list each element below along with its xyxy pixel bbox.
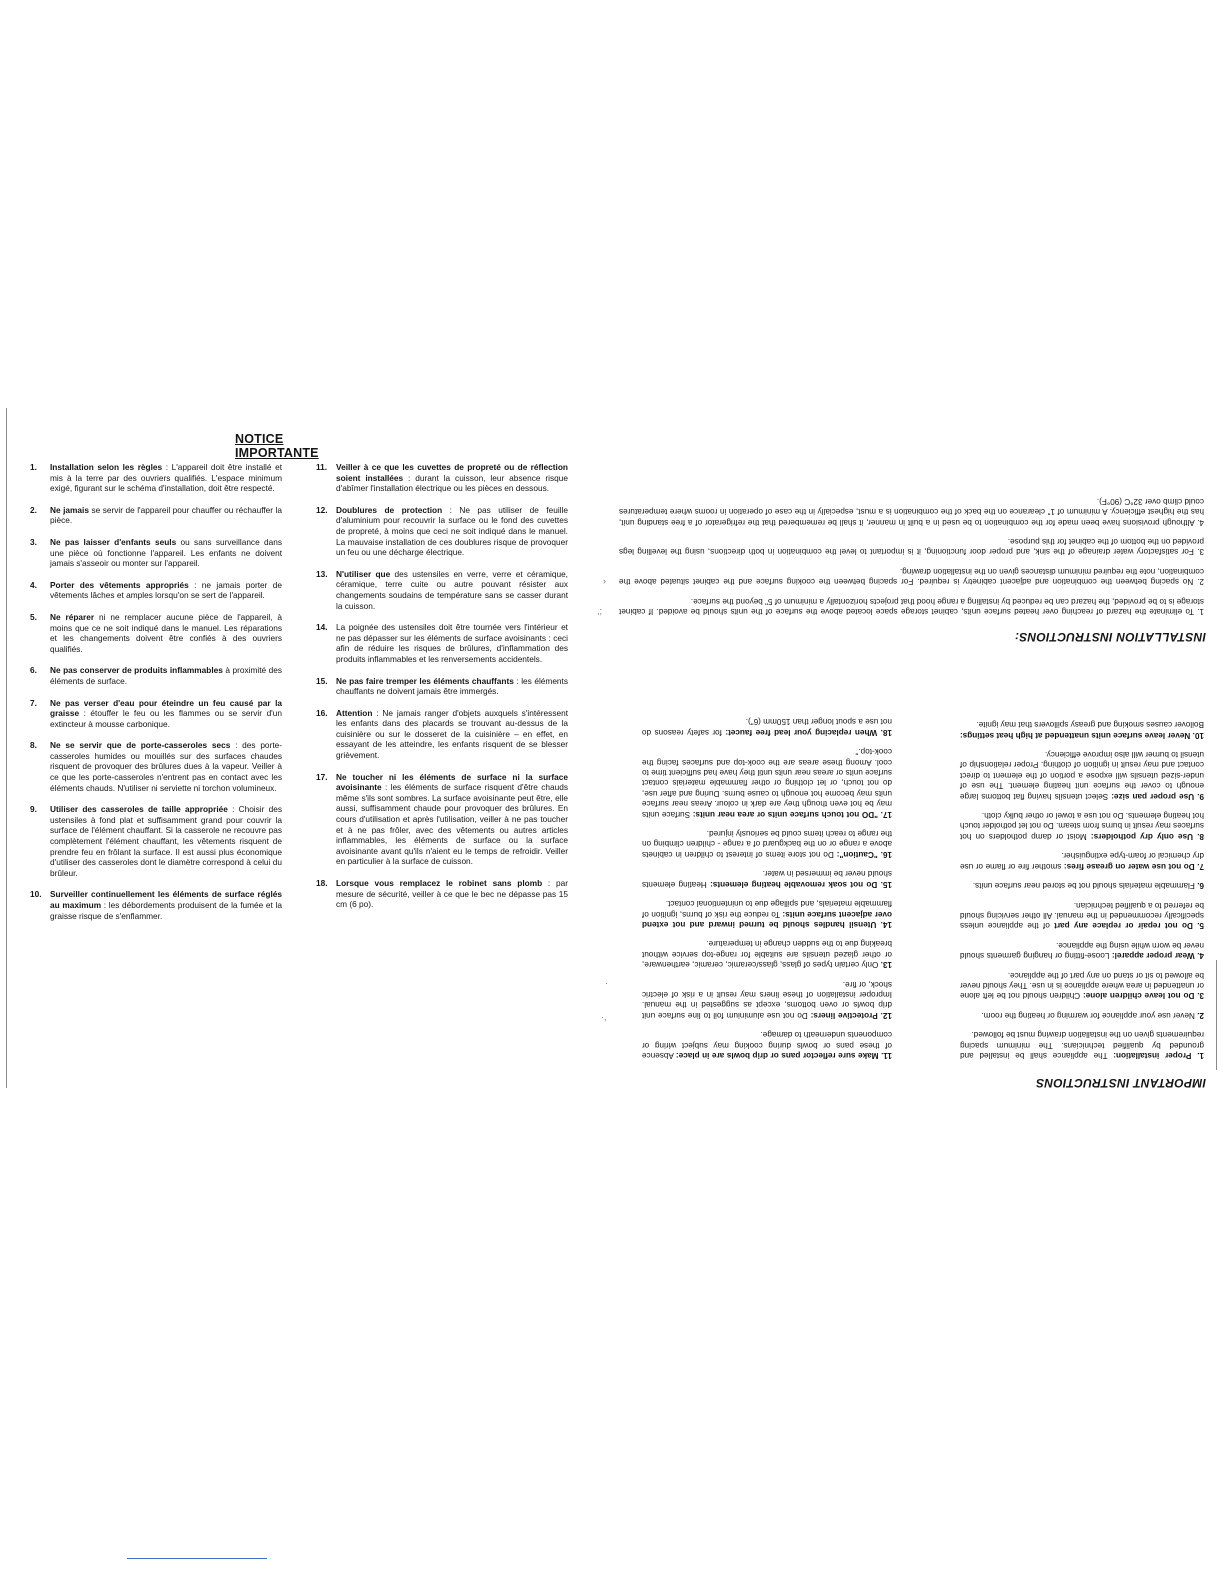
item-text: Children should not be left alone or unattended in area where appliance is in use. They should never be allowed to sit or stand on any part of the appliance. [960,970,1204,1001]
item-text: of the appliance unless specifically recommended in the manual. All other servicing should be referred to a qualified technician. [960,900,1204,931]
item-text: : Ne jamais ranger d'objets auxquels s'intéressent les enfants dans des placards se trouvant au-dessus de la cuisinière ou sur le dosseret de la cuisinière – en effet, en essayant de les atteindre, les enfants risquent de se blesser grièvement. [336,707,568,761]
item-lead: 11. Make sure reflector pans or drip bowls are in place: [675,1051,892,1060]
english-item [642,938,892,969]
item-text: Do not store items of interest to children in cabinets above a range or on the backguard of a range - children climbing on the range to reach items could be seriously injured. [641,829,892,859]
item-lead: 14. Utensil handles should be turned inward and not extend over adjacent surface units: [642,909,892,929]
bottom-rule [127,1558,267,1559]
important-instructions-title: IMPORTANT INSTRUCTIONS [1035,1076,1206,1090]
item-number: 12. [316,504,328,515]
item-text: Boilover causes smoking and greasy spillovers that may ignite. [976,720,1204,730]
item-number: 1. [30,462,37,472]
english-item [642,746,892,819]
item-lead: Attention [336,707,373,718]
right-edge-line [1216,960,1217,1070]
item-lead: 9. Use proper pan size: [1111,791,1204,801]
item-text: à proximité des éléments de surface. [50,665,282,686]
item-lead: Ne pas verser d'eau pour éteindre un feu causé par la graisse [50,697,282,719]
item-lead: Lorsque vous remplacez le robinet sans plomb [336,878,543,888]
item-lead: 3. Do not leave children alone: [1082,991,1204,1001]
item-number: 14. [316,622,328,633]
english-item [960,880,1204,890]
item-number: 3. [30,536,37,547]
item-lead: Ne pas faire tremper les éléments chauffants [336,675,514,686]
item-lead: Ne pas conserver de produits inflammables [50,665,223,676]
item-number: 16. [316,707,328,718]
item-lead: Ne pas laisser d'enfants seuls [50,536,177,547]
english-item [642,828,892,859]
stray-mark: ·, [601,1012,607,1022]
french-item [316,622,568,664]
installation-column [619,486,1204,616]
installation-item: 2. No spacing between the combination and adjacent cabinetry is required. For spacing between the cooking surface and the cabinet situated above the combination, note the required minimum distances given on the installation drawing. [619,566,1204,587]
french-item [30,612,282,654]
english-item [642,1029,892,1060]
english-column-2 [642,707,892,1060]
item-text: Only certain types of glass, glass/ceramic, ceramic, earthenware, or other glazed utensils are suitable for range-top service without breaking due to the sudden change in temperature. [642,939,892,970]
french-item [316,569,568,611]
item-lead: Ne réparer [50,611,95,622]
item-text: des ustensiles en verre, verre et céramique, céramique, terre cuite ou autre pouvant résister aux changements soudains de température sans se casser durant la cuisson. [336,568,568,611]
item-number: 15. [316,675,328,686]
item-lead: Surveiller continuellement les éléments de surface réglés au maximum [50,889,282,910]
item-lead: 8. Use only dry potholders: [1090,831,1204,841]
item-number: 17. [316,771,328,782]
item-lead: 4. Wear proper apparel: [1111,951,1204,961]
item-lead: Utiliser des casseroles de taille appropriée [50,804,228,815]
french-item [30,804,282,878]
item-text: Flammable materials should not be stored near surface units. [972,881,1198,891]
english-item [642,868,892,889]
english-item [960,1009,1204,1019]
item-lead: Installation selon les règles [50,462,163,472]
item-lead: 18. When replacing your lead free faucet: [725,727,892,737]
french-notice-title: NOTICE IMPORTANTE [235,432,319,460]
french-item [316,878,568,910]
french-item [316,676,568,697]
item-lead: 2. [1197,1010,1204,1020]
item-lead: 12. Protective liners: [810,1010,892,1020]
item-text: : Ne pas utiliser de feuille d'aluminium pour recouvrir la surface ou le fond des cuvettes de propreté, à moins que ceci ne soit indiqué dans le manuel. La mauvaise installation de ces doublures risque de provoquer un feu ou une décharge électrique. [336,504,568,558]
item-lead: 15. Do not soak removable heating elements: [710,879,892,889]
english-item [642,716,892,737]
item-text: Do not use aluminium foil to line surface unit drip bowls or oven bottoms, except as suggested in the manual. Improper installation of these liners may result in a risk of electric shock, or fire. [642,979,892,1020]
item-text: Never use your appliance for warming or heating the room. [981,1010,1198,1020]
item-text: ni ne remplacer aucune pièce de l'appareil, à moins que ce ne soit indiqué dans le manuel. Les réparations et les changements doivent être confiés à des ouvriers qualifiés. [50,611,282,654]
item-number: 13. [316,568,328,579]
item-number: 5. [30,611,37,622]
english-item [960,719,1204,740]
item-text: Loose-fitting or hanging garments should never be worn while using the appliance. [959,940,1204,961]
item-text: : ne jamais porter de vêtements lâches et amples lorsqu'on se sert de l'appareil. [50,579,283,601]
item-lead: 1. Proper installation: [1113,1051,1204,1060]
french-item [30,580,282,601]
installation-item: 4. Although provisions have been made for the combination to be used in a built in manner, it shall be remembered that the refrigerator of a free standing unit, has the highest efficiency. A minimum of 1" clearance on the back of the combination is a must, especially in the case of operation in rooms where temperatures could climb over 32°C (90°F). [619,496,1204,527]
stray-mark: › [603,576,606,586]
item-number: 4. [30,579,37,590]
english-item [642,978,892,1020]
item-text: : L'appareil doit être installé et mis à la terre par des ouvriers qualifiés. L'espace minimum exigé, figurant sur le schéma d'installation, doit être respecté. [50,462,283,494]
english-item [960,749,1204,801]
french-column-1 [30,462,282,932]
item-number: 10. [30,889,42,900]
english-column-1 [960,710,1204,1060]
item-text: To reduce the risk of burns, ignition of flammable materials, and spillage due to unintentional contact. [641,899,892,919]
french-item [30,740,282,793]
item-lead: Porter des vêtements appropriés [50,579,189,590]
item-text: ou sans surveillance dans une pièce où fonctionne l'appareil. Les enfants ne doivent jamais s'asseoir ou monter sur l'appareil. [50,536,282,569]
stray-mark: ,; [597,606,603,616]
installation-instructions-title: INSTALLATION INSTRUCTIONS: [1014,630,1206,644]
item-text: The appliance shall be installed and grounded by qualified technicians. The minimum spacing requirements given on the installation drawing must be followed. [960,1030,1204,1060]
item-number: 8. [30,740,37,751]
item-text: : des porte-casseroles humides ou mouillés sur des surfaces chaudes risquent de provoquer des brûlures dues à la vapeur. Veiller à ce que les porte-casseroles n'entrent pas en contact avec les éléments chauds. N'utiliser ni serviette ni torchon volumineux. [50,740,282,793]
english-item [960,969,1204,1000]
item-text: : les éléments chauffants ne doivent jamais être immergés. [336,675,568,697]
item-text: smother fire or flame or use dry chemical or foam-type extinguisher. [960,851,1204,871]
left-edge-line [6,408,7,1088]
item-text: : par mesure de sécurité, veiller à ce que le bec ne dépasse pas 15 cm (6 po). [336,878,568,910]
item-number: 18. [316,878,328,888]
english-item [960,850,1204,871]
item-lead: N'utiliser que [336,568,391,579]
item-text: se servir de l'appareil pour chauffer ou réchauffer la pièce. [50,504,282,526]
french-item [316,505,568,558]
french-item [316,708,568,761]
english-instructions-upside-down [614,432,1210,1092]
item-lead: Ne toucher ni les éléments de surface ni la surface avoisinante [336,771,568,793]
item-text: : les éléments de surface risquent d'être chauds même s'ils sont sombres. La surface avoisinante peut être, elle aussi, suffisamment chaude pour provoquer des brûlures. En cours d'utilisation et après l'utilisation, veiller à ne pas toucher et à ne pas frôler, avec des vêtements ou autres articles inflammables, les éléments de surface ou la surface avoisinante avant qu'ils n'aient eu le temps de refroidir. Veiller en particulier à la surface de cuisson. [336,782,568,867]
item-number: 2. [30,504,37,515]
french-item [30,889,282,921]
french-item [30,537,282,569]
english-item [960,1029,1204,1060]
item-lead: 10. Never leave surface units unattended at high heat settings: [960,730,1204,740]
item-lead: 13. [880,960,892,970]
item-text: Moist or damp potholders on hot surfaces may result in burns from steam. Do not let potholder touch hot heating elements. Do not use a towel or other bulky cloth. [960,811,1204,841]
french-item [30,505,282,526]
item-text: : Choisir des ustensiles à fond plat et suffisamment grand pour couvrir la surface de l'élément chauffant. Si la casserole ne recouvre pas complètement l'élément chauffant, les vêtements risquent de prendre feu en frôlant la surface. Il est aussi plus économique d'utiliser des casseroles dont le diamètre correspond à celui du brûleur. [50,804,282,878]
english-item [960,810,1204,841]
french-item [30,665,282,686]
item-text: Absence of these pans or bowls during cooking may subject wiring or components underneath to damage. [641,1030,892,1060]
item-lead: Ne jamais [50,504,89,515]
item-text: La poignée des ustensiles doit être tournée vers l'intérieur et ne pas dépasser sur les éléments de surface avoisinants : ceci afin de réduire les risques de brûlures, d'inflammation des produits inflammables et les renversements accidentels. [336,622,568,664]
item-number: 6. [30,665,37,676]
item-lead: Doublures de protection [336,504,443,515]
item-lead: 6. [1197,881,1204,891]
item-number: 9. [30,804,37,815]
item-lead: Ne se servir que de porte-casseroles secs [50,740,231,751]
item-text: Select utensils having flat bottoms large enough to cover the surface unit heating element. The use of under-sized utensils will expose a portion of the element to direct contact and may result in ignition of clothing. Proper relationship of utensil to burner will also improve efficiency. [960,750,1204,801]
item-lead: 5. Do not repair or replace any part [1054,921,1204,931]
item-lead: 17. "DO not touch surface units or area near units: [692,809,892,819]
french-item [316,462,568,494]
french-item [316,772,568,867]
french-item [30,698,282,730]
item-text: : étouffer le feu ou les flammes ou se servir d'un extincteur à mousse carbonique. [50,708,282,729]
item-lead: 7. Do not use water on grease fires: [1063,861,1204,871]
english-item [960,899,1204,930]
installation-item: 3. For satisfactory water drainage of the sink, and proper door functioning, it is important to level the combination in both directions, using the levelling legs provided on the bottom of the cabinet for this purpose. [619,536,1204,557]
item-number: 11. [316,462,328,472]
item-number: 7. [30,697,37,708]
item-text: for safety reasons do not use a spout longer than 150mm (6"). [642,717,892,737]
english-item [642,898,892,929]
installation-item: 1. To eliminate the hazard of reaching over heated surface units, cabinet storage space located above the surface of the units should be avoided. If cabinet storage is to be provided, the hazard can be reduced by installing a range hood that projects horizontally a minimum of 5" beyond the surface. [619,596,1204,616]
item-text: : les débordements produisent de la fumée et la graisse risque de s'enflammer. [50,900,282,921]
item-lead: Veiller à ce que les cuvettes de propreté ou de réflection soient installées [336,462,568,483]
stray-mark: · [605,978,608,988]
french-item [30,462,282,494]
item-lead: 16. "Caution": [836,849,892,859]
item-text: : durant la cuisson, leur absence risque d'abîmer l'installation électrique ou les pièces en dessous. [336,472,568,494]
english-item [960,939,1204,960]
french-column-2 [316,462,568,921]
item-text: Surface units may be hot even though they are dark in colour. Areas near surface units may become hot enough to cause burns. During and after use, do not touch, or let clothing or other flammable materials contact surface units or areas near units until they have had sufficient time to cool. Among these areas are the cook-top and surfaces facing the cook-top." [642,747,892,819]
item-text: Heating elements should never be immersed in water. [642,869,892,889]
